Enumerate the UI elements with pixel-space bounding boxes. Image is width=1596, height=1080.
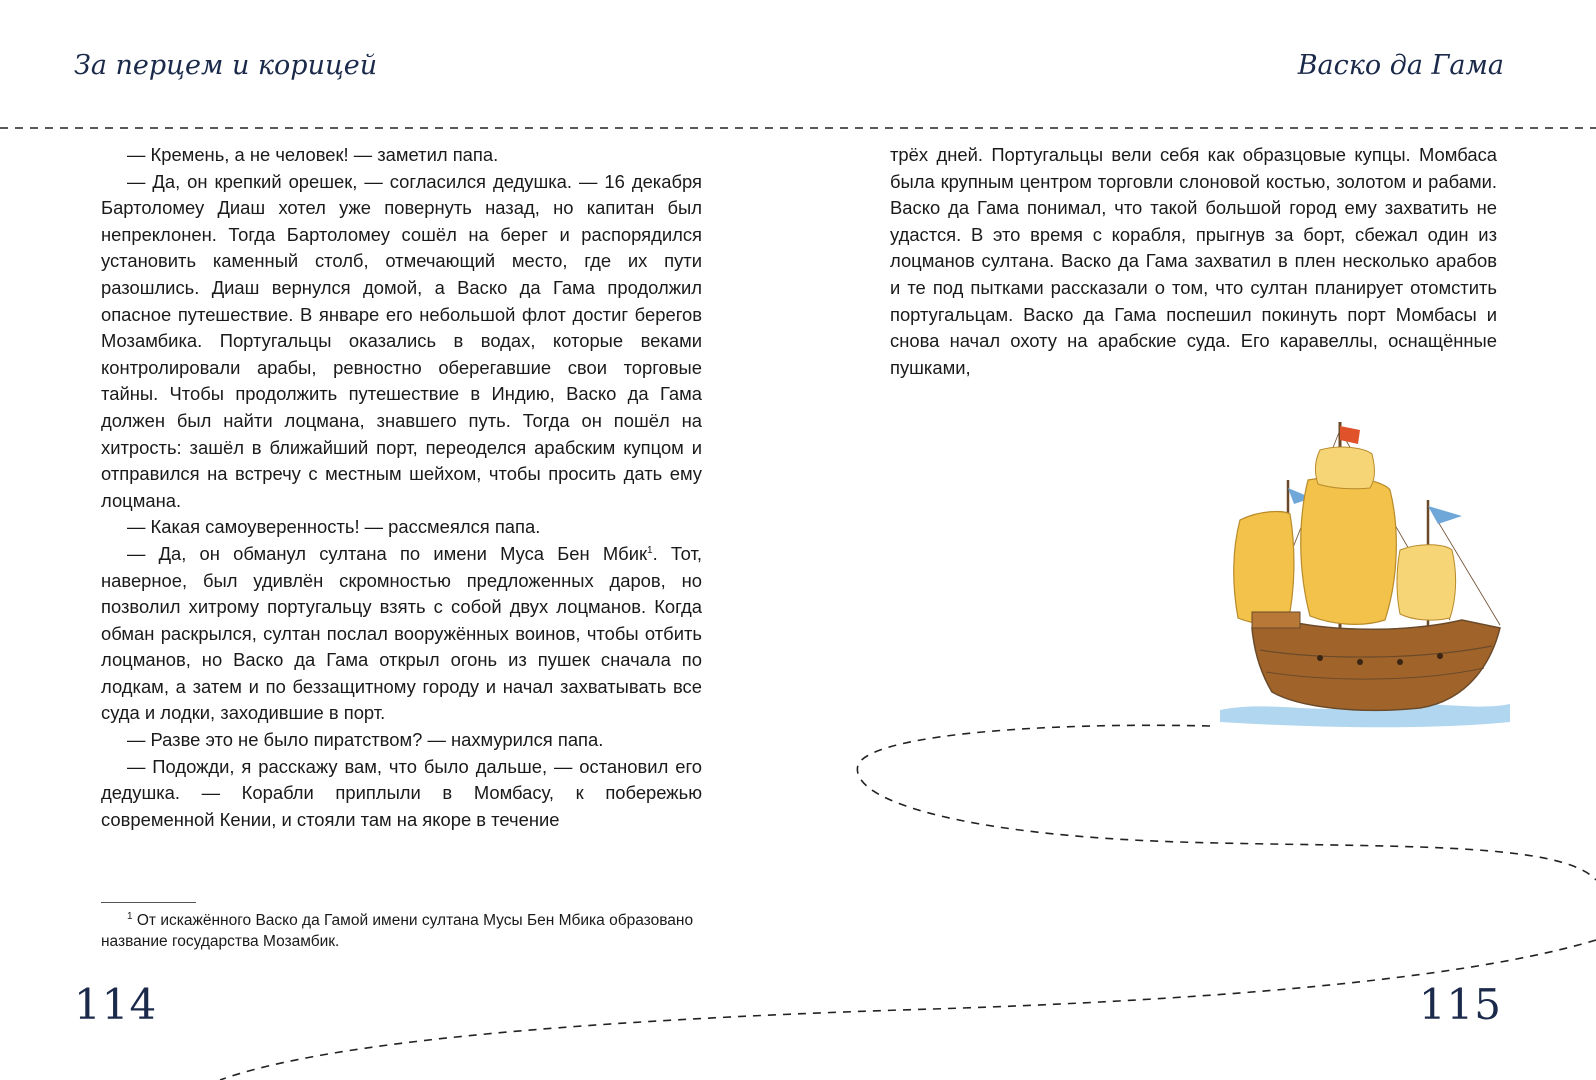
paragraph: — Да, он крепкий орешек, — согласился дедушка. — 16 декабря Бартоломеу Диаш хотел уже повернуть назад, но капитан был непреклонен. Тогда Бартоломеу сошёл на берег и распорядился установить каменный столб, отмечающий место, где их пути разошлись. Диаш вернулся домой, а Васко да Гама продолжил опасное путешествие. В январе его небольшой флот достиг берегов Мозамбика. Португальцы оказались в водах, которые веками контролировали арабы, ревностно оберегавшие свои торговые тайны. Чтобы продолжить путешествие в Индию, Васко да Гама должен был найти лоцмана, знавшего путь. Тогда он пошёл на хитрость: зашёл в ближайший порт, переоделся арабским купцом и отправился на встречу с местным шейхом, чтобы просить дать ему лоцмана.	[101, 170, 702, 511]
aft-sail	[1234, 512, 1294, 625]
blue-pennant	[1428, 506, 1462, 524]
running-head-left: За перцем и корицей	[74, 50, 378, 81]
main-sail	[1301, 477, 1397, 624]
paragraph: — Разве это не было пиратством? — нахмурился папа.	[127, 729, 604, 751]
ship-hull	[1252, 620, 1500, 710]
dashed-route-curve	[857, 725, 1596, 880]
top-sail	[1316, 447, 1375, 489]
footnote-reference[interactable]: 1	[647, 544, 653, 556]
paragraph: трёх дней. Португальцы вели себя как образцовые купцы. Момбаса была крупным центром торговли слоновой костью, золотом и рабами. Васко да Гама понимал, что такой большой город ему захватить не удастся. В это время с корабля, прыгнув за борт, сбежал один из лоцманов султана. Васко да Гама захватил в плен несколько арабов и те под пытками рассказали о том, что султан планирует отомстить португальцам. Васко да Гама поспешил покинуть порт Момбасы и снова начал охоту на арабские суда. Его каравеллы, оснащённые пушками,	[890, 144, 1497, 378]
paragraph: — Какая самоуверенность! — рассмеялся папа.	[127, 516, 541, 538]
running-head-right: Васко да Гама	[1297, 50, 1504, 81]
red-flag	[1340, 426, 1360, 444]
paragraph: — Подожди, я расскажу вам, что было дальше, — остановил его дедушка. — Корабли приплыли в Момбасу, к побережью современной Кении, и стояли там на якоре в течение	[101, 755, 702, 830]
paragraph-text: . Тот, наверное, был удивлён скромностью предложенных даров, но позволил хитрому португальцу взять с собой двух лоцманов. Когда обман раскрылся, султан послал вооружённых воинов, чтобы отбить лоцманов, но Васко да Гама открыл огонь из пушек сначала по лодкам, а затем и по беззащитному городу и начал захватывать все суда и лодки, заходившие в порт.	[101, 542, 703, 724]
footnote-mark: 1	[127, 911, 133, 922]
page-number-right: 115	[1418, 980, 1502, 1029]
right-page-text	[890, 142, 1497, 381]
dashed-route-bottom	[220, 940, 1596, 1080]
footnote-divider	[101, 902, 196, 903]
paragraph-with-footnote	[101, 541, 702, 727]
footnote	[101, 906, 702, 952]
left-page-text	[101, 142, 702, 833]
paragraph-text: — Да, он обманул султана по имени Муса Бен Мбик	[127, 542, 648, 564]
footnote-text: От искажённого Васко да Гамой имени султана Мусы Бен Мбика образовано название государства Мозамбик.	[101, 912, 694, 951]
fore-sail	[1397, 545, 1456, 620]
caravel-ship-icon	[1200, 410, 1530, 735]
page-number-left: 114	[74, 980, 158, 1029]
paragraph: — Кремень, а не человек! — заметил папа.	[127, 144, 499, 165]
